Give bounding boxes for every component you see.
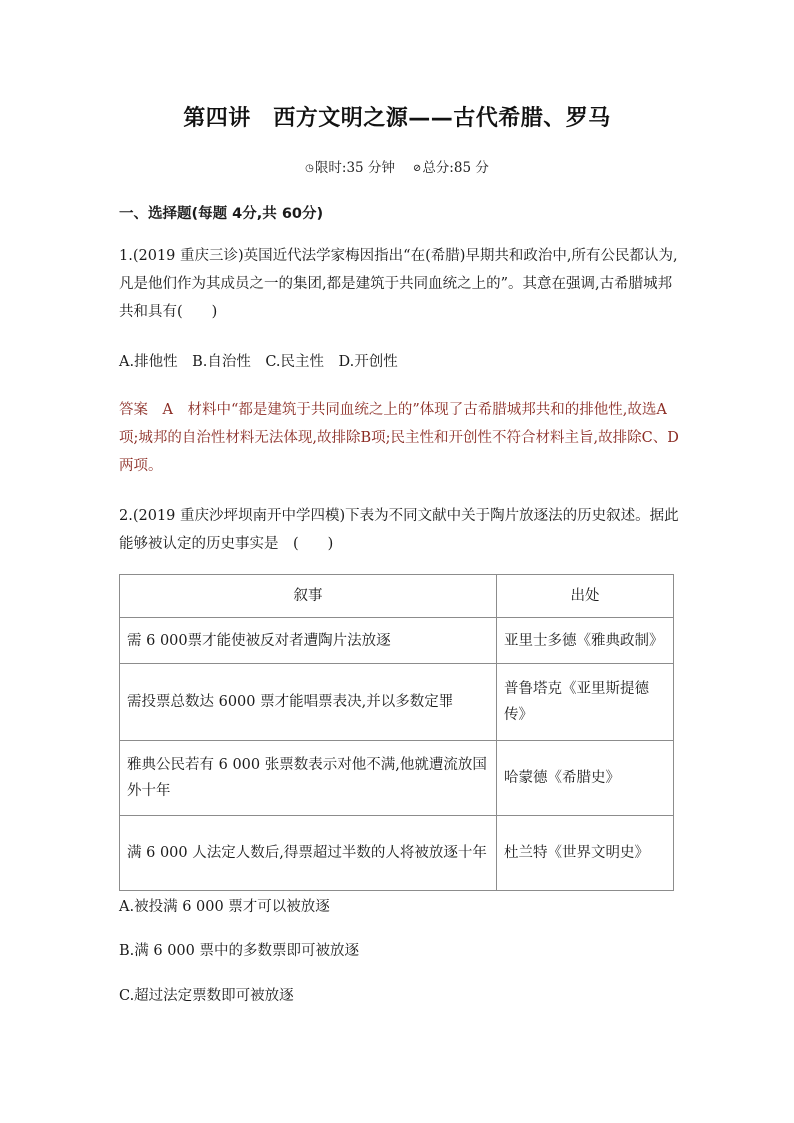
table-cell-narrative: 需投票总数达 6000 票才能唱票表决,并以多数定罪 [120, 664, 497, 741]
table-header-row [120, 575, 674, 618]
clock-icon: ◷ [305, 163, 314, 174]
question-2-option-a: A.被投满 6 000 票才可以被放逐 [119, 899, 330, 915]
source-table [119, 574, 674, 891]
question-1-answer: 答案 A 材料中“都是建筑于共同血统之上的”体现了古希腊城邦共和的排他性,故选A项;城邦的自治性材料无法体现,故排除B项;民主性和开创性不符合材料主旨,故排除C、D两项。 [119, 402, 679, 474]
check-circle-icon: ⊘ [412, 163, 422, 174]
section-heading: 一、选择题(每题 4分,共 60分) [119, 206, 324, 222]
table-cell-source: 普鲁塔克《亚里斯提德传》 [497, 664, 674, 741]
exam-meta [0, 156, 794, 176]
table-row [120, 741, 674, 816]
total-score: 总分:85 分 [422, 160, 489, 176]
table-cell-source: 哈蒙德《希腊史》 [497, 741, 674, 816]
question-2-stem: 2.(2019 重庆沙坪坝南开中学四模)下表为不同文献中关于陶片放逐法的历史叙述。据此能够被认定的历史事实是 ( ) [119, 508, 679, 552]
page-title: 第四讲 西方文明之源——古代希腊、罗马 [183, 106, 611, 131]
table-header-source: 出处 [497, 575, 674, 618]
table-cell-narrative: 需 6 000票才能使被反对者遭陶片法放逐 [120, 618, 497, 664]
table-row [120, 816, 674, 891]
time-limit: 限时:35 分钟 [314, 160, 395, 176]
question-1-options: A.排他性 B.自治性 C.民主性 D.开创性 [119, 354, 398, 370]
table-row [120, 618, 674, 664]
table-row [120, 664, 674, 741]
question-2-option-c: C.超过法定票数即可被放逐 [119, 988, 294, 1004]
table-cell-source: 亚里士多德《雅典政制》 [497, 618, 674, 664]
question-1-stem: 1.(2019 重庆三诊)英国近代法学家梅因指出“在(希腊)早期共和政治中,所有公民都认为,凡是他们作为其成员之一的集团,都是建筑于共同血统之上的”。其意在强调,古希腊城邦共和具有( ) [119, 248, 678, 320]
table-header-narrative: 叙事 [120, 575, 497, 618]
question-2-option-b: B.满 6 000 票中的多数票即可被放逐 [119, 943, 359, 959]
table-cell-narrative: 雅典公民若有 6 000 张票数表示对他不满,他就遭流放国外十年 [120, 741, 497, 816]
table-cell-source: 杜兰特《世界文明史》 [497, 816, 674, 891]
table-cell-narrative: 满 6 000 人法定人数后,得票超过半数的人将被放逐十年 [120, 816, 497, 891]
